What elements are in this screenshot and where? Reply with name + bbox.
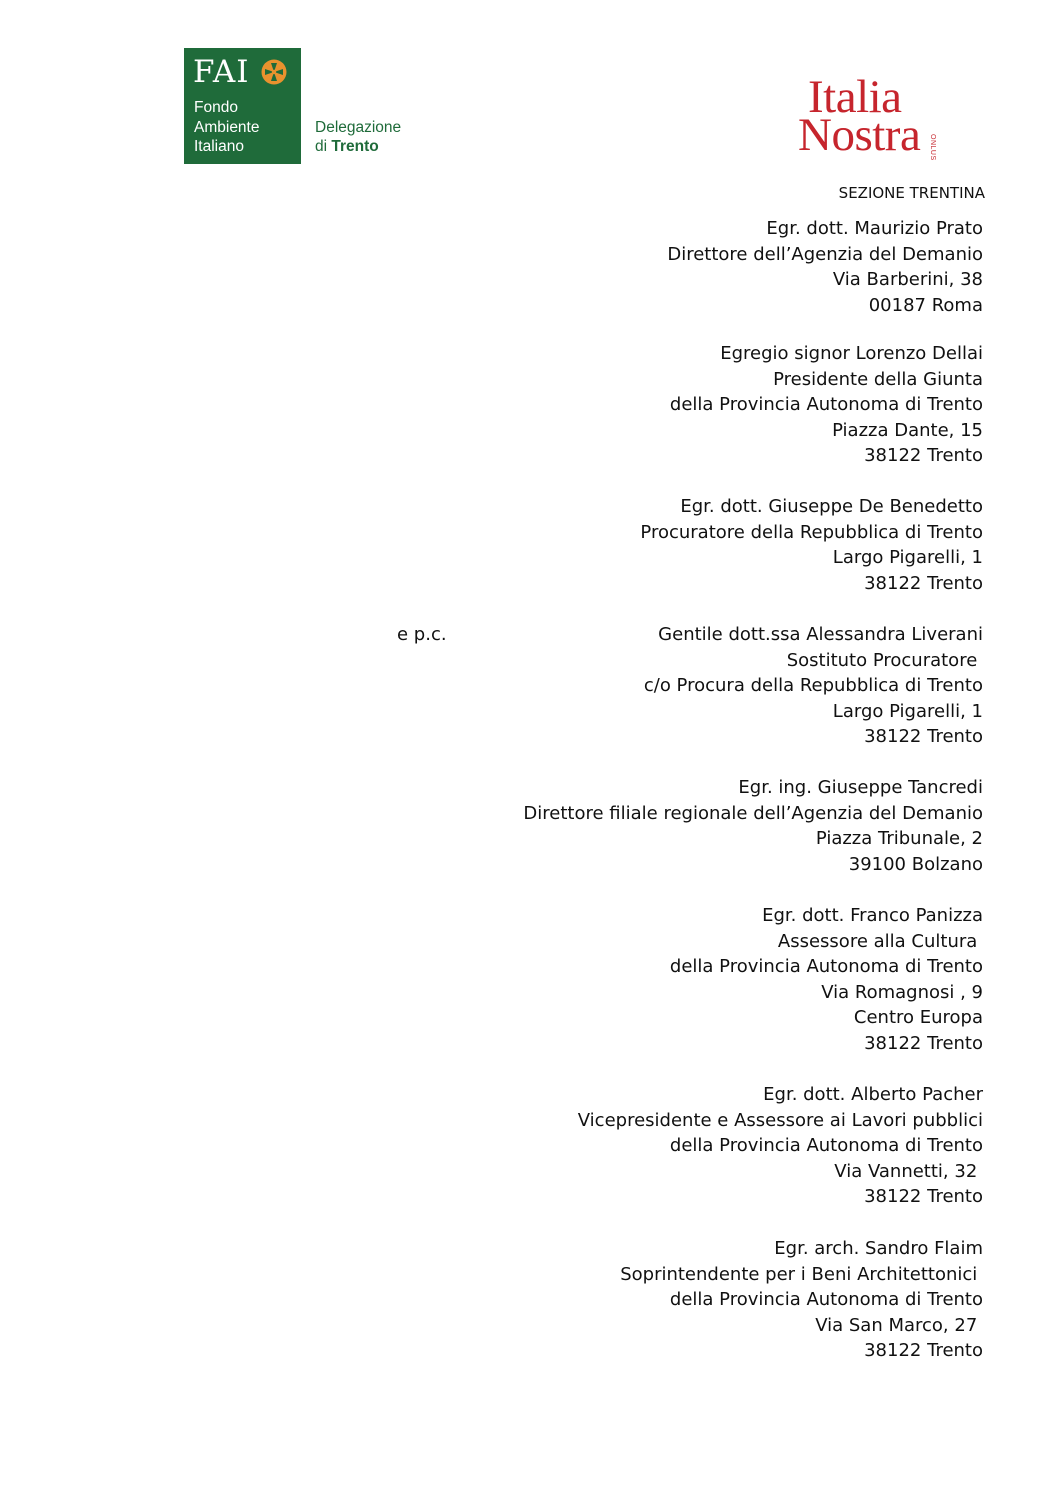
fai-logo-wordmark: FAI <box>193 54 250 90</box>
address-line: della Provincia Autonoma di Trento <box>669 956 983 978</box>
address-line: Egr. dott. Maurizio Prato <box>766 218 983 239</box>
address-line: della Provincia Autonoma di Trento <box>669 394 983 416</box>
address-line: Via Romagnosi , 9 <box>821 981 983 1003</box>
recipient-block <box>640 494 983 596</box>
address-line: Largo Pigarelli, 1 <box>832 547 983 569</box>
fai-flower-icon <box>261 59 287 85</box>
italia-nostra-line1: Italia <box>808 71 902 123</box>
address-line: Egr. dott. Franco Panizza <box>762 905 983 926</box>
address-line: Egr. arch. Sandro Flaim <box>774 1238 983 1259</box>
address-line: 39100 Bolzano <box>848 853 983 875</box>
address-line: della Provincia Autonoma di Trento <box>669 1289 983 1311</box>
address-line: Sostituto Procuratore <box>786 649 983 671</box>
address-line: c/o Procura della Repubblica di Trento <box>643 675 983 697</box>
address-line: Via San Marco, 27 <box>815 1314 983 1336</box>
address-line: Soprintendente per i Beni Architettonici <box>620 1263 983 1285</box>
fai-line: Fondo <box>194 99 238 116</box>
fai-delegation <box>315 118 401 156</box>
address-line: Centro Europa <box>853 1007 983 1029</box>
italia-nostra-line2: Nostra <box>798 109 921 161</box>
address-line: Procuratore della Repubblica di Trento <box>640 521 983 543</box>
fai-logo <box>184 48 301 164</box>
delegation-city: Trento <box>331 138 379 155</box>
recipient-block <box>523 775 983 877</box>
address-line: 38122 Trento <box>864 572 983 594</box>
address-line: Via Barberini, 38 <box>832 269 983 291</box>
italia-nostra-onlus: ONLUS <box>929 134 936 161</box>
address-line: Piazza Dante, 15 <box>832 419 983 441</box>
recipient-block <box>644 622 983 750</box>
address-line: Piazza Tribunale, 2 <box>815 828 983 850</box>
delegation-line: Delegazione <box>315 119 402 136</box>
fai-line: Italiano <box>194 138 244 155</box>
address-line: Vicepresidente e Assessore ai Lavori pubblici <box>577 1109 983 1131</box>
fai-logo-name <box>194 98 259 157</box>
address-line: Via Vannetti, 32 <box>834 1160 983 1182</box>
address-line: Egregio signor Lorenzo Dellai <box>720 343 983 364</box>
delegation-prefix: di <box>315 138 332 155</box>
address-line: 38122 Trento <box>864 1186 983 1208</box>
address-line: 38122 Trento <box>864 445 983 467</box>
address-line: Assessore alla Cultura <box>777 930 983 952</box>
address-line: Direttore dell’Agenzia del Demanio <box>667 243 983 265</box>
address-line: Direttore filiale regionale dell’Agenzia del Demanio <box>523 802 983 824</box>
recipient-block <box>667 216 983 318</box>
recipient-block <box>578 1082 983 1210</box>
address-line: Egr. ing. Giuseppe Tancredi <box>738 777 983 798</box>
section-name: SEZIONE TRENTINA <box>838 184 985 202</box>
address-line: Egr. dott. Giuseppe De Benedetto <box>680 496 983 517</box>
address-line: 00187 Roma <box>868 294 983 316</box>
address-line: Presidente della Giunta <box>773 368 983 390</box>
italia-nostra-logo <box>798 71 958 161</box>
address-line: 38122 Trento <box>864 1340 983 1362</box>
recipient-block <box>670 341 983 469</box>
fai-line: Ambiente <box>194 118 260 136</box>
address-line: 38122 Trento <box>864 726 983 748</box>
address-line: 38122 Trento <box>864 1032 983 1054</box>
address-line: della Provincia Autonoma di Trento <box>669 1135 983 1157</box>
delegation-city-line <box>315 137 401 156</box>
recipient-block <box>620 1236 983 1364</box>
recipient-block <box>670 903 983 1057</box>
address-line: Egr. dott. Alberto Pacher <box>763 1084 983 1105</box>
address-line: Gentile dott.ssa Alessandra Liverani <box>658 624 983 645</box>
cc-label: e p.c. <box>397 624 447 645</box>
address-line: Largo Pigarelli, 1 <box>832 700 983 722</box>
